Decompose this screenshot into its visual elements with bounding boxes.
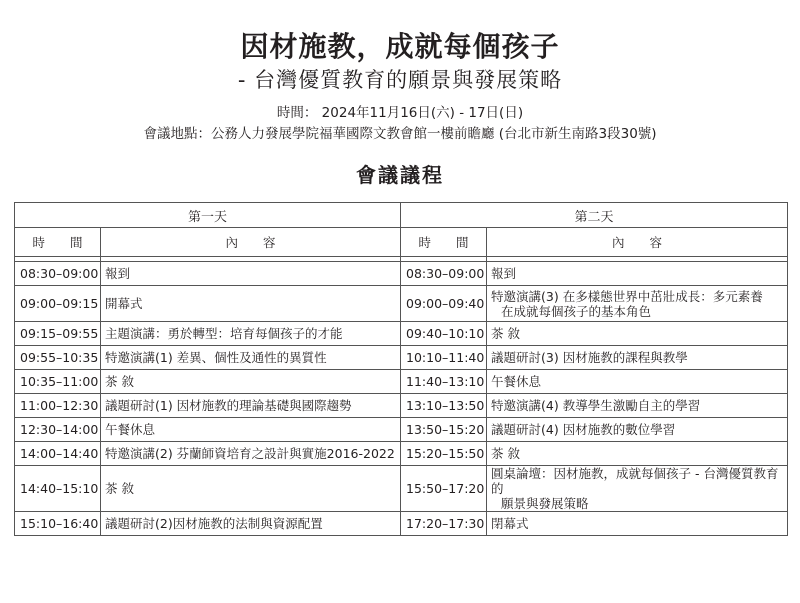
day-header-row [15,203,788,228]
day2-time: 08:30–09:00 [401,262,487,286]
table-row [15,442,788,466]
day1-content: 議題研討(2)因材施教的法制與資源配置 [101,512,401,536]
day1-time: 15:10–16:40 [15,512,101,536]
day1-content: 特邀演講(1) 差異、個性及通性的異質性 [101,346,401,370]
day2-time: 11:40–13:10 [401,370,487,394]
page-title: 因材施教，成就每個孩子 [240,30,560,63]
table-row [15,418,788,442]
day1-content: 茶 敘 [101,466,401,512]
day2-time: 15:20–15:50 [401,442,487,466]
day1-time: 09:55–10:35 [15,346,101,370]
day1-content: 茶 敘 [101,370,401,394]
table-row [15,466,788,512]
day2-time: 15:50–17:20 [401,466,487,512]
day2-content: 特邀演講(4) 教導學生激勵自主的學習 [487,394,788,418]
day2-content: 議題研討(3) 因材施教的課程與教學 [487,346,788,370]
event-venue: 會議地點：公務人力發展學院福華國際文教會館一樓前瞻廳 (台北市新生南路3段30號) [143,126,657,142]
day1-time: 08:30–09:00 [15,262,101,286]
day2-content: 報到 [487,262,788,286]
table-row [15,322,788,346]
day1-time-header: 時 間 [15,228,101,257]
day2-time: 09:00–09:40 [401,286,487,322]
column-header-row [15,228,788,257]
day2-content: 閉幕式 [487,512,788,536]
day2-content: 茶 敘 [487,322,788,346]
day1-content: 特邀演講(2) 芬蘭師資培育之設計與實施2016-2022 [101,442,401,466]
day1-content: 報到 [101,262,401,286]
day1-time: 14:00–14:40 [15,442,101,466]
day2-content: 議題研討(4) 因材施教的數位學習 [487,418,788,442]
day2-content-line1: 特邀演講(3) 在多樣態世界中茁壯成長：多元素養 [491,288,763,304]
day1-time: 12:30–14:00 [15,418,101,442]
day2-content-header: 內 容 [487,228,788,257]
day1-header: 第一天 [15,203,401,228]
page-subtitle: - 台灣優質教育的願景與發展策略 [237,68,563,92]
day2-content: 午餐休息 [487,370,788,394]
day2-time: 17:20–17:30 [401,512,487,536]
day1-content-header: 內 容 [101,228,401,257]
table-row [15,262,788,286]
day2-content: 茶 敘 [487,442,788,466]
table-row [15,394,788,418]
day2-time-header: 時 間 [401,228,487,257]
day2-content-line2: 在成就每個孩子的基本角色 [501,303,652,319]
day2-time: 09:40–10:10 [401,322,487,346]
day1-time: 11:00–12:30 [15,394,101,418]
day1-time: 09:15–09:55 [15,322,101,346]
day2-content [487,466,788,512]
day2-time: 10:10–11:40 [401,346,487,370]
day2-content [487,286,788,322]
day1-content: 主題演講：勇於轉型：培育每個孩子的才能 [101,322,401,346]
agenda-title: 會議議程 [356,163,444,187]
day1-content: 開幕式 [101,286,401,322]
day2-header: 第二天 [401,203,788,228]
day2-time: 13:50–15:20 [401,418,487,442]
day1-time: 14:40–15:10 [15,466,101,512]
day2-content-line2: 願景與發展策略 [501,496,589,511]
table-row [15,346,788,370]
agenda-table [14,202,788,536]
day1-time: 10:35–11:00 [15,370,101,394]
day2-time: 13:10–13:50 [401,394,487,418]
day1-content: 午餐休息 [101,418,401,442]
table-row [15,370,788,394]
day1-time: 09:00–09:15 [15,286,101,322]
day1-content: 議題研討(1) 因材施教的理論基礎與國際趨勢 [101,394,401,418]
table-row [15,512,788,536]
table-row [15,286,788,322]
day2-content-line1: 圓桌論壇：因材施教，成就每個孩子 - 台灣優質教育的 [491,466,779,496]
event-time: 時間： 2024年11月16日(六) - 17日(日) [276,105,524,121]
